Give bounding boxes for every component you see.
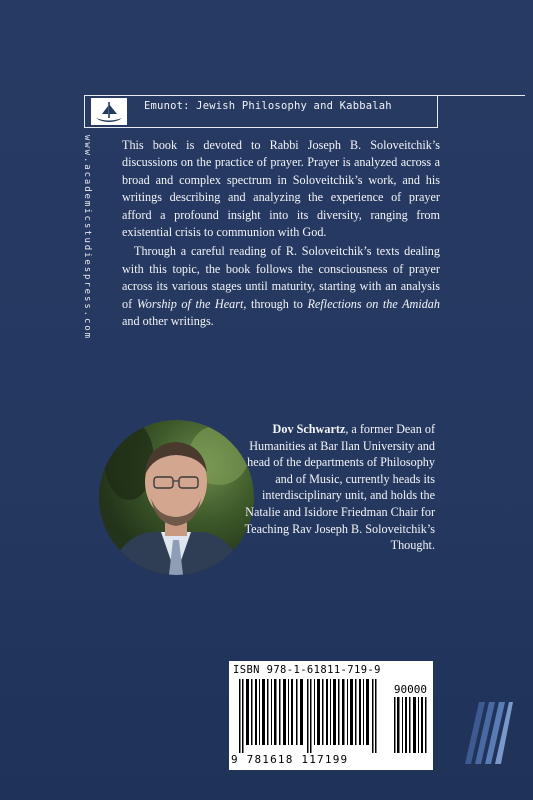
book-title-reference: Reflections on the Amidah (307, 296, 440, 311)
series-frame-left (84, 95, 85, 127)
author-photo (99, 420, 254, 575)
blurb-text: , through to (243, 296, 308, 311)
barcode-digits: 9 781618 117199 (231, 753, 349, 766)
author-bio (235, 421, 435, 554)
series-frame-top (84, 95, 525, 96)
publisher-url: www.academicstudiespress.com (82, 135, 92, 340)
book-title-reference: Worship of the Heart (136, 296, 244, 311)
author-bio-text: , a former Dean of Humanities at Bar Ilan University and head of the departments of Philosophy and of Music, currently heads its interdisciplinary unit, and holds the Natalie and Isidore Friedman Chair for Teaching Rav Joseph B. Soloveitchik’s Thought. (244, 422, 435, 553)
blurb-text: and other writings. (122, 314, 214, 329)
back-cover-blurb (122, 137, 440, 330)
series-title: Emunot: Jewish Philosophy and Kabbalah (144, 100, 392, 112)
blurb-paragraph-1: This book is devoted to Rabbi Joseph B. Soloveitchik’s discussions on the practice of prayer. Prayer is analyzed across a broad and complex spectrum in Soloveitchik’s work, and his writings describing and analyzing the experience of prayer afford a profound insight into its diversity, ranging from existential crisis to communion with God. (122, 138, 440, 240)
series-frame-bottom (84, 127, 438, 128)
publisher-logo-icon (459, 694, 514, 766)
blurb-text: Through a careful reading of R. Soloveitchik’s texts dealing with this topic, the book follows the consciousness of prayer across its various stages until maturity, starting with an analysis of (122, 244, 440, 311)
isbn-barcode (229, 661, 433, 770)
series-logo-icon (91, 98, 127, 125)
author-name: Dov Schwartz (272, 422, 346, 436)
price-code: 90000 (393, 683, 427, 696)
isbn-label: ISBN 978-1-61811-719-9 (233, 664, 381, 676)
blurb-paragraph-2 (122, 243, 440, 330)
addon-barcode-bars (393, 697, 429, 753)
barcode-bars (237, 679, 387, 753)
